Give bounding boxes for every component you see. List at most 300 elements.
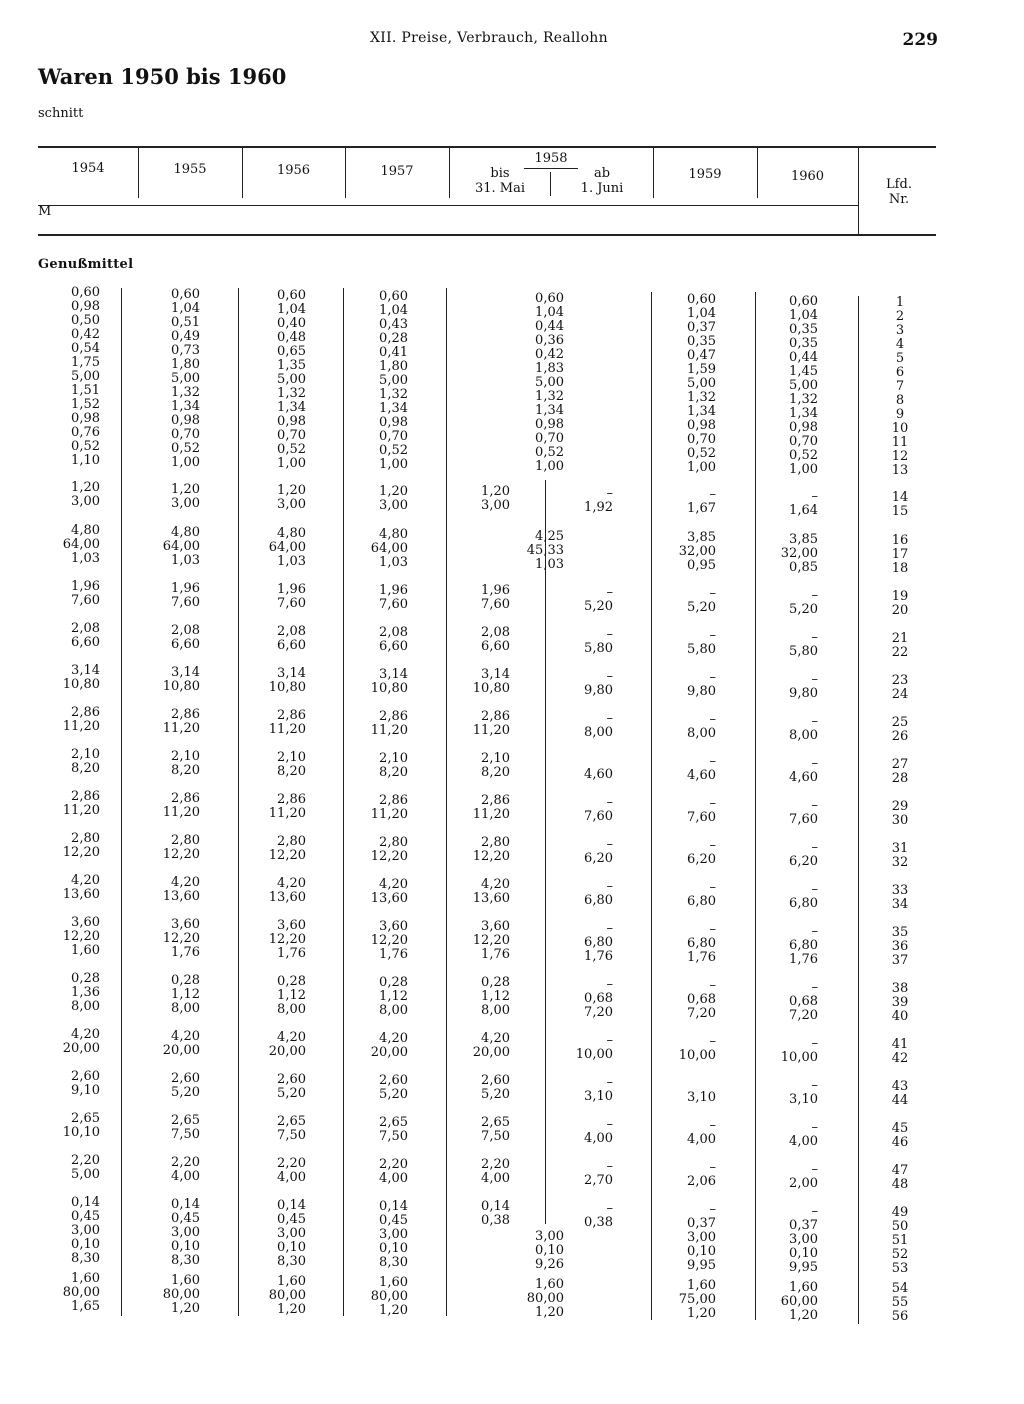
table-cell: 0,37 bbox=[789, 1218, 818, 1233]
row-number: 4 bbox=[895, 337, 905, 352]
table-cell: 0,70 bbox=[687, 432, 716, 447]
table-cell: 2,60 bbox=[481, 1073, 510, 1088]
table-cell: 0,47 bbox=[687, 348, 716, 363]
table-cell: 1,04 bbox=[171, 301, 200, 316]
value-group bbox=[500, 530, 564, 572]
value-group bbox=[760, 533, 818, 575]
table-cell: 2,80 bbox=[277, 834, 306, 849]
table-cell: 8,20 bbox=[277, 764, 306, 779]
value-group bbox=[560, 712, 613, 740]
table-cell: 64,00 bbox=[268, 540, 306, 555]
table-cell: 3,00 bbox=[379, 498, 408, 513]
table-cell: 4,00 bbox=[171, 1169, 200, 1184]
table-cell: 13,60 bbox=[370, 891, 408, 906]
table-cell: 6,60 bbox=[171, 637, 200, 652]
value-group bbox=[500, 1278, 564, 1320]
table-cell: 1,20 bbox=[789, 1308, 818, 1323]
table-cell: 0,10 bbox=[277, 1240, 306, 1255]
table-cell: 4,80 bbox=[171, 525, 200, 540]
value-group bbox=[450, 878, 510, 906]
value-group bbox=[656, 1161, 716, 1189]
table-cell: 2,86 bbox=[379, 793, 408, 808]
table-cell: 1,34 bbox=[171, 399, 200, 414]
value-group bbox=[872, 1038, 928, 1066]
table-cell: – bbox=[606, 921, 613, 936]
value-group bbox=[240, 709, 306, 737]
value-group bbox=[656, 1077, 716, 1105]
table-cell: 1,04 bbox=[379, 303, 408, 318]
value-group bbox=[344, 290, 408, 472]
value-group bbox=[760, 1163, 818, 1191]
row-number: 21 bbox=[891, 631, 909, 646]
table-cell: 7,50 bbox=[379, 1129, 408, 1144]
value-group bbox=[344, 1074, 408, 1102]
table-cell: 8,00 bbox=[277, 1002, 306, 1017]
table-cell: – bbox=[811, 588, 818, 603]
header-1958-from-b: 1. Juni bbox=[580, 181, 624, 196]
table-cell: 13,60 bbox=[62, 887, 100, 902]
table-cell: 80,00 bbox=[268, 1288, 306, 1303]
value-group bbox=[760, 1037, 818, 1065]
value-group bbox=[130, 1156, 200, 1184]
row-number: 26 bbox=[891, 729, 909, 744]
row-number: 45 bbox=[891, 1121, 909, 1136]
table-cell: 1,45 bbox=[789, 364, 818, 379]
value-group bbox=[240, 583, 306, 611]
table-cell: 0,14 bbox=[481, 1199, 510, 1214]
value-group bbox=[656, 923, 716, 965]
value-group bbox=[872, 534, 928, 576]
table-cell: 2,86 bbox=[481, 793, 510, 808]
value-group bbox=[656, 881, 716, 909]
table-cell: 0,60 bbox=[71, 285, 100, 300]
table-cell: 1,76 bbox=[481, 947, 510, 962]
header-1955: 1955 bbox=[173, 162, 207, 177]
table-cell: 9,80 bbox=[687, 684, 716, 699]
table-cell: 0,14 bbox=[277, 1198, 306, 1213]
table-cell: 1,32 bbox=[687, 390, 716, 405]
value-group bbox=[130, 876, 200, 904]
value-group bbox=[872, 632, 928, 660]
table-cell: – bbox=[606, 1075, 613, 1090]
value-group bbox=[130, 582, 200, 610]
value-group bbox=[240, 1115, 306, 1143]
table-cell: 4,60 bbox=[584, 767, 613, 782]
value-group bbox=[130, 1030, 200, 1058]
value-group bbox=[560, 922, 613, 964]
value-group bbox=[344, 836, 408, 864]
table-cell: 7,50 bbox=[171, 1127, 200, 1142]
table-cell: 0,52 bbox=[171, 441, 200, 456]
table-cell: 2,08 bbox=[171, 623, 200, 638]
table-cell: 3,14 bbox=[171, 665, 200, 680]
table-cell: 0,10 bbox=[687, 1244, 716, 1259]
table-cell: 10,00 bbox=[575, 1047, 613, 1062]
table-cell: – bbox=[811, 1120, 818, 1135]
table-cell: 1,34 bbox=[535, 403, 564, 418]
row-number: 18 bbox=[891, 561, 909, 576]
value-group bbox=[130, 1274, 200, 1316]
table-cell: 1,03 bbox=[379, 555, 408, 570]
row-number: 46 bbox=[891, 1135, 909, 1150]
table-cell: 11,20 bbox=[162, 805, 200, 820]
table-cell: 0,98 bbox=[687, 418, 716, 433]
table-cell: 3,14 bbox=[379, 667, 408, 682]
value-group bbox=[872, 800, 928, 828]
value-group bbox=[240, 1073, 306, 1101]
row-number: 35 bbox=[891, 925, 909, 940]
table-cell: 2,00 bbox=[789, 1176, 818, 1191]
table-cell: 7,60 bbox=[171, 595, 200, 610]
header-1957: 1957 bbox=[380, 164, 414, 179]
table-cell: 0,54 bbox=[71, 341, 100, 356]
value-group bbox=[240, 527, 306, 569]
table-cell: 0,37 bbox=[687, 320, 716, 335]
row-number: 29 bbox=[891, 799, 909, 814]
table-cell: 0,68 bbox=[687, 992, 716, 1007]
value-group bbox=[344, 1276, 408, 1318]
table-cell: 80,00 bbox=[62, 1285, 100, 1300]
table-cell: 10,00 bbox=[780, 1050, 818, 1065]
table-cell: 3,00 bbox=[687, 1230, 716, 1245]
table-cell: 1,35 bbox=[277, 358, 306, 373]
header-divider bbox=[550, 172, 551, 196]
table-cell: 0,70 bbox=[171, 427, 200, 442]
header-divider bbox=[858, 146, 859, 234]
value-group bbox=[656, 587, 716, 615]
table-cell: 5,20 bbox=[687, 600, 716, 615]
table-cell: 1,20 bbox=[535, 1305, 564, 1320]
row-number: 30 bbox=[891, 813, 909, 828]
table-cell: 1,96 bbox=[379, 583, 408, 598]
value-group bbox=[38, 832, 100, 860]
value-group bbox=[344, 752, 408, 780]
row-number: 33 bbox=[891, 883, 909, 898]
table-cell: 0,48 bbox=[277, 330, 306, 345]
table-cell: 1,00 bbox=[379, 457, 408, 472]
table-cell: 2,60 bbox=[171, 1071, 200, 1086]
row-number: 13 bbox=[891, 463, 909, 478]
table-cell: – bbox=[606, 837, 613, 852]
table-cell: – bbox=[811, 1078, 818, 1093]
value-group bbox=[38, 1196, 100, 1266]
table-cell: 0,98 bbox=[71, 411, 100, 426]
value-group bbox=[344, 668, 408, 696]
table-cell: 0,60 bbox=[535, 291, 564, 306]
table-cell: 0,95 bbox=[687, 558, 716, 573]
table-cell: 5,80 bbox=[584, 641, 613, 656]
table-cell: 0,10 bbox=[71, 1237, 100, 1252]
page-title: Waren 1950 bis 1960 bbox=[38, 64, 287, 89]
table-cell: 0,85 bbox=[789, 560, 818, 575]
table-cell: 6,20 bbox=[789, 854, 818, 869]
value-group bbox=[760, 841, 818, 869]
table-cell: 5,00 bbox=[171, 371, 200, 386]
table-cell: 0,60 bbox=[171, 287, 200, 302]
value-group bbox=[240, 793, 306, 821]
table-cell: 1,04 bbox=[277, 302, 306, 317]
table-cell: 6,80 bbox=[789, 896, 818, 911]
column-divider bbox=[446, 288, 447, 1316]
table-cell: 1,12 bbox=[277, 988, 306, 1003]
row-number: 54 bbox=[891, 1281, 909, 1296]
table-cell: 2,80 bbox=[171, 833, 200, 848]
table-cell: – bbox=[811, 798, 818, 813]
table-cell: 2,65 bbox=[171, 1113, 200, 1128]
table-cell: 6,20 bbox=[687, 852, 716, 867]
table-cell: 0,45 bbox=[171, 1211, 200, 1226]
table-cell: 0,28 bbox=[171, 973, 200, 988]
table-cell: 7,20 bbox=[584, 1005, 613, 1020]
table-cell: 2,80 bbox=[71, 831, 100, 846]
table-cell: 7,60 bbox=[687, 810, 716, 825]
table-cell: 5,00 bbox=[789, 378, 818, 393]
value-group bbox=[344, 1116, 408, 1144]
value-group bbox=[872, 758, 928, 786]
table-cell: 0,10 bbox=[789, 1246, 818, 1261]
value-group bbox=[760, 799, 818, 827]
table-cell: 5,80 bbox=[789, 644, 818, 659]
table-cell: 1,20 bbox=[277, 483, 306, 498]
value-group bbox=[500, 292, 564, 474]
table-cell: 0,76 bbox=[71, 425, 100, 440]
row-number: 47 bbox=[891, 1163, 909, 1178]
table-cell: 0,70 bbox=[535, 431, 564, 446]
row-number: 42 bbox=[891, 1051, 909, 1066]
table-cell: 12,20 bbox=[162, 931, 200, 946]
value-group bbox=[344, 710, 408, 738]
table-cell: 11,20 bbox=[472, 723, 510, 738]
table-cell: 4,80 bbox=[71, 523, 100, 538]
table-cell: 7,60 bbox=[277, 596, 306, 611]
table-cell bbox=[560, 754, 613, 768]
value-group bbox=[760, 295, 818, 477]
table-cell: 5,00 bbox=[379, 373, 408, 388]
table-cell: 20,00 bbox=[268, 1044, 306, 1059]
row-number: 39 bbox=[891, 995, 909, 1010]
row-number: 1 bbox=[895, 295, 905, 310]
table-cell: 1,60 bbox=[789, 1280, 818, 1295]
value-group bbox=[240, 1031, 306, 1059]
value-group bbox=[560, 487, 613, 515]
table-cell: 3,00 bbox=[171, 1225, 200, 1240]
value-group bbox=[38, 664, 100, 692]
table-cell: – bbox=[606, 795, 613, 810]
value-group bbox=[38, 972, 100, 1014]
value-group bbox=[656, 1119, 716, 1147]
table-cell: 10,00 bbox=[678, 1048, 716, 1063]
table-cell: 1,76 bbox=[277, 946, 306, 961]
table-cell: – bbox=[709, 586, 716, 601]
value-group bbox=[760, 1079, 818, 1107]
row-number: 12 bbox=[891, 449, 909, 464]
row-number: 11 bbox=[891, 435, 909, 450]
value-group bbox=[450, 626, 510, 654]
table-cell: 5,80 bbox=[687, 642, 716, 657]
table-cell: 80,00 bbox=[162, 1287, 200, 1302]
table-cell: 11,20 bbox=[62, 803, 100, 818]
table-cell: 11,20 bbox=[370, 723, 408, 738]
value-group bbox=[38, 481, 100, 509]
table-cell: 1,96 bbox=[277, 582, 306, 597]
value-group bbox=[656, 797, 716, 825]
table-cell: 4,20 bbox=[481, 1031, 510, 1046]
table-cell: 2,86 bbox=[277, 708, 306, 723]
value-group bbox=[130, 666, 200, 694]
table-cell: 1,32 bbox=[277, 386, 306, 401]
table-cell: 0,50 bbox=[71, 313, 100, 328]
table-cell: 2,86 bbox=[171, 791, 200, 806]
table-cell: 1,80 bbox=[379, 359, 408, 374]
table-cell: – bbox=[811, 840, 818, 855]
row-number: 14 bbox=[891, 490, 909, 505]
table-cell: 6,80 bbox=[584, 935, 613, 950]
table-cell: 1,64 bbox=[789, 503, 818, 518]
value-group bbox=[450, 920, 510, 962]
table-cell: 1,67 bbox=[687, 501, 716, 516]
row-number: 28 bbox=[891, 771, 909, 786]
table-cell: 0,14 bbox=[379, 1199, 408, 1214]
table-cell: 1,76 bbox=[379, 947, 408, 962]
table-cell: 2,20 bbox=[379, 1157, 408, 1172]
row-number: 6 bbox=[895, 365, 905, 380]
table-cell: 4,60 bbox=[789, 770, 818, 785]
table-cell: 0,44 bbox=[535, 319, 564, 334]
table-cell: – bbox=[606, 1159, 613, 1174]
row-number: 51 bbox=[891, 1233, 909, 1248]
value-group bbox=[38, 1154, 100, 1182]
value-group bbox=[560, 796, 613, 824]
table-cell: 13,60 bbox=[162, 889, 200, 904]
row-number: 3 bbox=[895, 323, 905, 338]
value-group bbox=[872, 590, 928, 618]
table-cell: 0,60 bbox=[687, 292, 716, 307]
row-number: 43 bbox=[891, 1079, 909, 1094]
table-cell: 7,20 bbox=[687, 1006, 716, 1021]
value-group bbox=[450, 710, 510, 738]
value-group bbox=[450, 794, 510, 822]
header-1956: 1956 bbox=[276, 163, 311, 178]
table-cell: – bbox=[606, 879, 613, 894]
table-cell: 11,20 bbox=[62, 719, 100, 734]
table-cell: 3,00 bbox=[379, 1227, 408, 1242]
value-group bbox=[656, 1203, 716, 1273]
table-cell: 1,80 bbox=[171, 357, 200, 372]
table-cell: 2,86 bbox=[277, 792, 306, 807]
row-number: 16 bbox=[891, 533, 909, 548]
table-cell: 2,10 bbox=[379, 751, 408, 766]
table-cell: 1,96 bbox=[481, 583, 510, 598]
value-group bbox=[656, 531, 716, 573]
value-group bbox=[130, 1114, 200, 1142]
table-cell: – bbox=[709, 922, 716, 937]
row-number: 52 bbox=[891, 1247, 909, 1262]
table-cell: 6,60 bbox=[481, 639, 510, 654]
table-cell: 0,14 bbox=[71, 1195, 100, 1210]
table-cell: 5,00 bbox=[535, 375, 564, 390]
table-cell: 1,52 bbox=[71, 397, 100, 412]
table-cell: 4,80 bbox=[379, 527, 408, 542]
table-cell: 8,00 bbox=[789, 728, 818, 743]
table-cell: 1,20 bbox=[277, 1302, 306, 1317]
table-cell: 2,80 bbox=[379, 835, 408, 850]
table-cell: 5,00 bbox=[71, 1167, 100, 1182]
table-cell: 3,00 bbox=[535, 1229, 564, 1244]
table-cell: 5,00 bbox=[71, 369, 100, 384]
value-group bbox=[240, 667, 306, 695]
table-cell: 2,86 bbox=[379, 709, 408, 724]
table-cell: 0,36 bbox=[535, 333, 564, 348]
table-cell: 4,80 bbox=[277, 526, 306, 541]
value-group bbox=[240, 975, 306, 1017]
subtitle: schnitt bbox=[38, 106, 84, 121]
table-cell: 12,20 bbox=[370, 933, 408, 948]
value-group bbox=[450, 752, 510, 780]
table-cell: 0,70 bbox=[277, 428, 306, 443]
value-group bbox=[450, 976, 510, 1018]
table-cell: 6,80 bbox=[687, 936, 716, 951]
table-cell: 1,00 bbox=[535, 459, 564, 474]
table-cell: 8,30 bbox=[277, 1254, 306, 1269]
header-1958-until-b: 31. Mai bbox=[474, 181, 526, 196]
table-cell: 1,32 bbox=[171, 385, 200, 400]
value-group bbox=[344, 794, 408, 822]
value-group bbox=[240, 625, 306, 653]
table-cell: 20,00 bbox=[472, 1045, 510, 1060]
row-number: 23 bbox=[891, 673, 909, 688]
table-cell: 2,86 bbox=[481, 709, 510, 724]
value-group bbox=[38, 622, 100, 650]
table-cell: – bbox=[709, 1034, 716, 1049]
value-group bbox=[450, 1116, 510, 1144]
value-group bbox=[344, 584, 408, 612]
table-cell: 2,10 bbox=[481, 751, 510, 766]
value-group bbox=[130, 750, 200, 778]
table-cell: 8,00 bbox=[171, 1001, 200, 1016]
table-cell: 4,00 bbox=[379, 1171, 408, 1186]
table-cell: 1,20 bbox=[379, 1303, 408, 1318]
table-cell: 9,10 bbox=[71, 1083, 100, 1098]
table-cell: 4,20 bbox=[379, 1031, 408, 1046]
table-cell: 4,20 bbox=[277, 876, 306, 891]
row-number: 17 bbox=[891, 547, 909, 562]
value-group bbox=[240, 751, 306, 779]
value-group bbox=[656, 839, 716, 867]
table-cell: 6,80 bbox=[687, 894, 716, 909]
table-cell: 8,00 bbox=[71, 999, 100, 1014]
table-cell: 2,20 bbox=[171, 1155, 200, 1170]
table-cell: – bbox=[709, 1160, 716, 1175]
table-cell: – bbox=[606, 585, 613, 600]
header-lfd: Lfd. bbox=[886, 177, 912, 192]
table-cell: 1,20 bbox=[71, 480, 100, 495]
table-cell: 8,20 bbox=[171, 763, 200, 778]
value-group bbox=[344, 485, 408, 513]
value-group bbox=[872, 674, 928, 702]
table-cell: – bbox=[709, 796, 716, 811]
table-cell: 3,10 bbox=[584, 1089, 613, 1104]
table-cell: 3,60 bbox=[379, 919, 408, 934]
value-group bbox=[38, 1272, 100, 1314]
row-number: 40 bbox=[891, 1009, 909, 1024]
header-1958-from bbox=[552, 166, 652, 196]
split-divider-1958 bbox=[545, 480, 546, 1224]
value-group bbox=[38, 524, 100, 566]
value-group bbox=[344, 920, 408, 962]
header-1958: 1958 bbox=[534, 151, 568, 166]
value-group bbox=[240, 1275, 306, 1317]
table-cell: 0,98 bbox=[277, 414, 306, 429]
